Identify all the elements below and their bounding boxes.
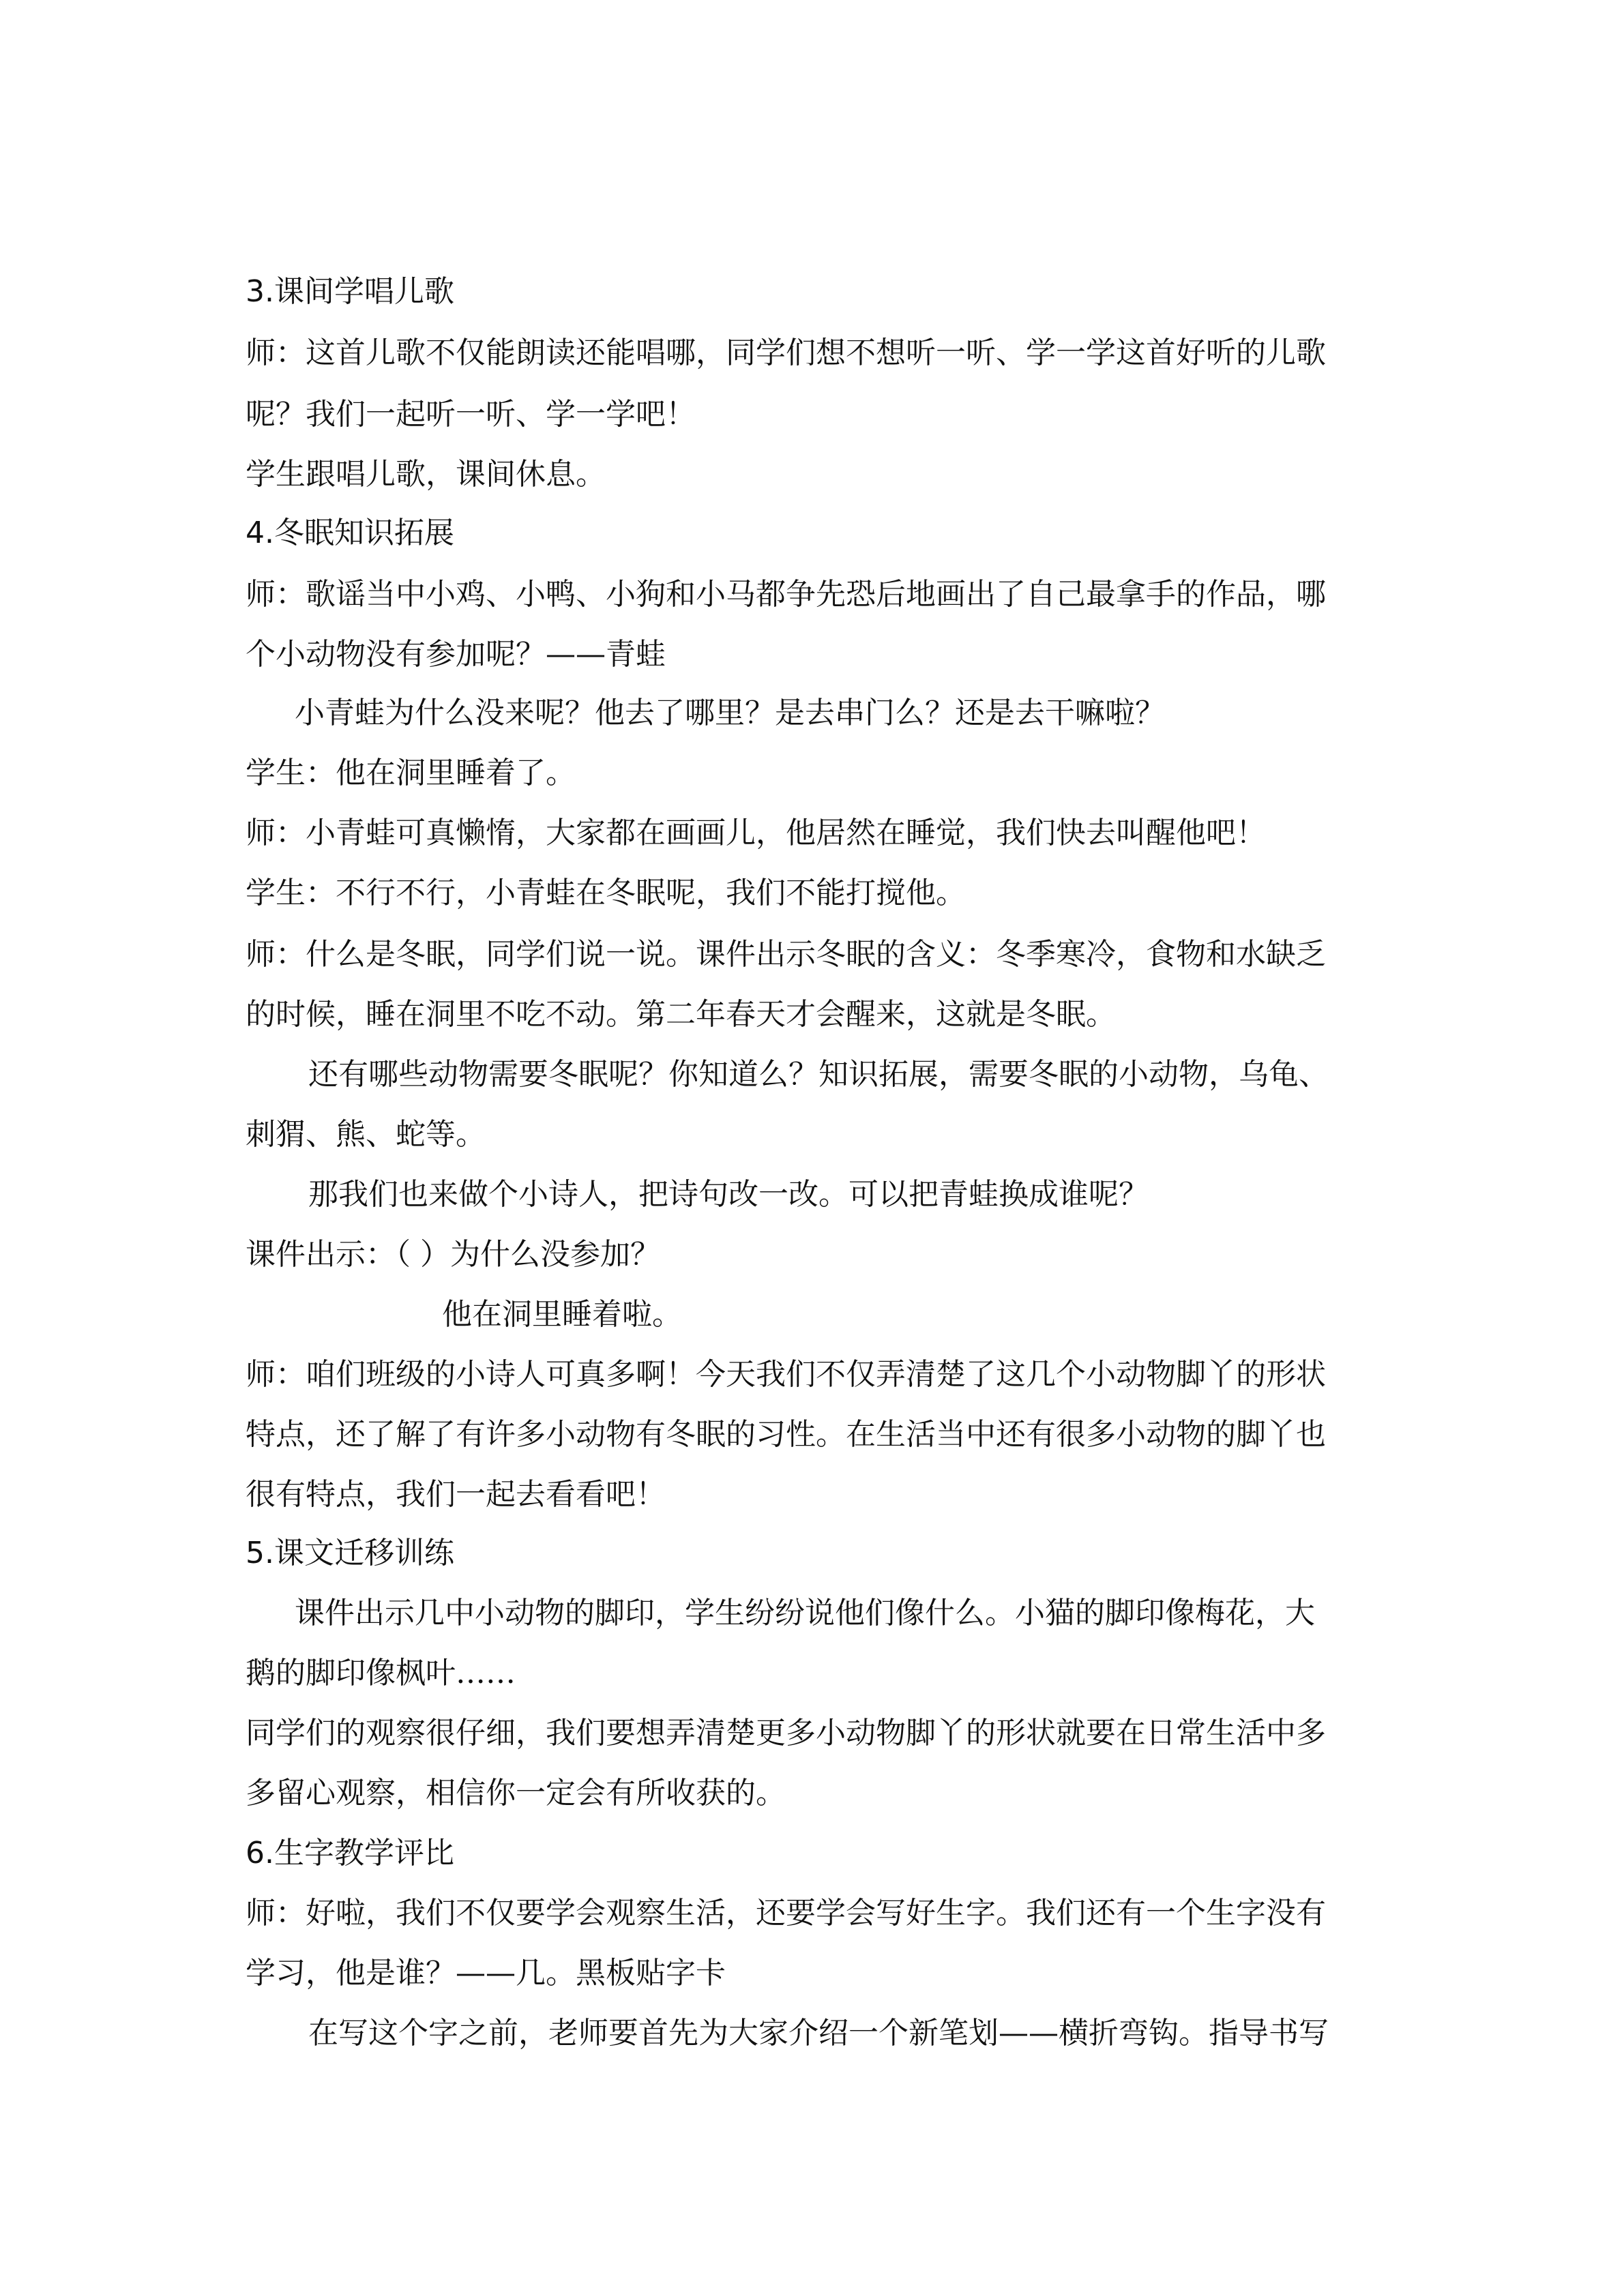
paragraph-line: 多留心观察，相信你一定会有所收获的。 [246, 1776, 786, 1810]
paragraph-line: 还有哪些动物需要冬眠呢？你知道么？知识拓展，需要冬眠的小动物，乌龟、 [308, 1057, 1329, 1092]
courseware-prompt-line: 他在洞里睡着啦。 [442, 1297, 682, 1332]
paragraph-line: 学生跟唱儿歌，课间休息。 [246, 457, 606, 492]
paragraph-line: 师：这首儿歌不仅能朗读还能唱哪，同学们想不想听一听、学一学这首好听的儿歌 [246, 336, 1326, 370]
paragraph-line: 刺猬、熊、蛇等。 [246, 1117, 486, 1152]
paragraph-line: 呢？我们一起听一听、学一学吧！ [246, 397, 696, 432]
paragraph-line: 鹅的脚印像枫叶…… [246, 1656, 516, 1690]
paragraph-line: 特点，还了解了有许多小动物有冬眠的习性。在生活当中还有很多小动物的脚丫也 [246, 1417, 1326, 1452]
paragraph-line: 那我们也来做个小诗人，把诗句改一改。可以把青蛙换成谁呢？ [308, 1177, 1149, 1212]
paragraph-line: 师：歌谣当中小鸡、小鸭、小狗和小马都争先恐后地画出了自己最拿手的作品，哪 [246, 577, 1326, 612]
paragraph-line: 师：咱们班级的小诗人可真多啊！今天我们不仅弄清楚了这几个小动物脚丫的形状 [246, 1357, 1326, 1392]
paragraph-line: 的时候，睡在洞里不吃不动。第二年春天才会醒来，这就是冬眠。 [246, 997, 1116, 1032]
paragraph-line: 个小动物没有参加呢？——青蛙 [246, 637, 666, 672]
section-heading-3: 3.课间学唱儿歌 [246, 274, 454, 309]
paragraph-line: 在写这个字之前，老师要首先为大家介绍一个新笔划——横折弯钩。指导书写 [308, 2016, 1329, 2051]
paragraph-line: 学生：不行不行，小青蛙在冬眠呢，我们不能打搅他。 [246, 876, 966, 910]
paragraph-line: 学习，他是谁？——几。黑板贴字卡 [246, 1956, 726, 1991]
paragraph-line: 师：好啦，我们不仅要学会观察生活，还要学会写好生字。我们还有一个生字没有 [246, 1896, 1326, 1930]
paragraph-line: 课件出示几中小动物的脚印，学生纷纷说他们像什么。小猫的脚印像梅花，大 [295, 1596, 1315, 1630]
paragraph-line: 师：什么是冬眠，同学们说一说。课件出示冬眠的含义：冬季寒冷，食物和水缺乏 [246, 937, 1326, 972]
courseware-prompt: 课件出示：（ ）为什么没参加？ [246, 1237, 660, 1272]
paragraph-line: 小青蛙为什么没来呢？他去了哪里？是去串门么？还是去干嘛啦？ [295, 696, 1165, 730]
section-heading-6: 6.生字教学评比 [246, 1836, 454, 1870]
paragraph-line: 同学们的观察很仔细，我们要想弄清楚更多小动物脚丫的形状就要在日常生活中多 [246, 1716, 1326, 1750]
paragraph-line: 很有特点，我们一起去看看吧！ [246, 1477, 666, 1512]
paragraph-line: 师：小青蛙可真懒惰，大家都在画画儿，他居然在睡觉，我们快去叫醒他吧！ [246, 816, 1266, 850]
section-heading-5: 5.课文迁移训练 [246, 1536, 454, 1570]
paragraph-line: 学生：他在洞里睡着了。 [246, 756, 576, 790]
section-heading-4: 4.冬眠知识拓展 [246, 516, 454, 550]
